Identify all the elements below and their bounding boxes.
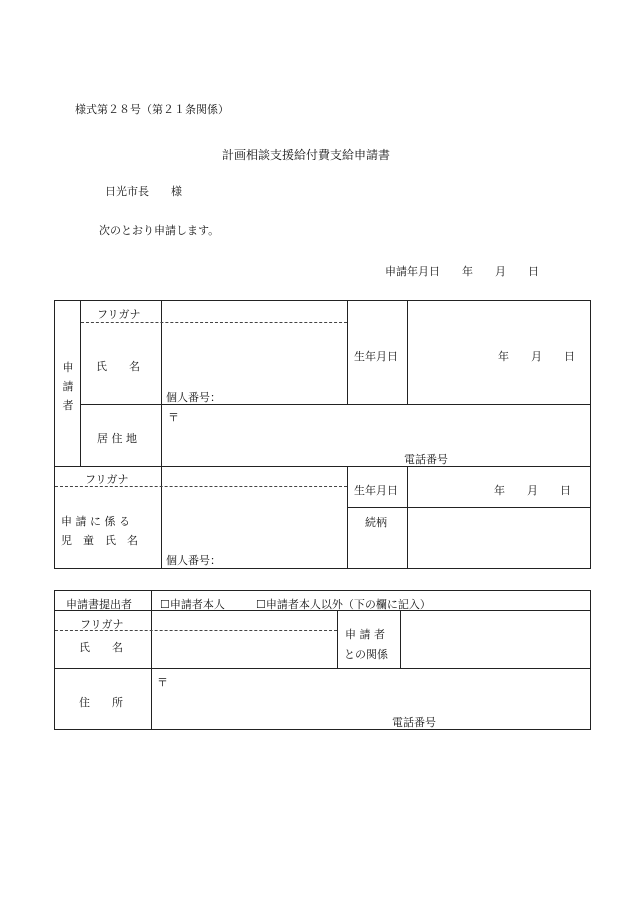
child-relation-label: 続柄	[365, 516, 387, 529]
applicant-postal-mark: 〒	[168, 411, 179, 424]
application-date: 申請年月日 年 月 日	[385, 265, 539, 278]
submitter-relation-line1: 申 請 者	[345, 628, 385, 641]
child-birthdate-label: 生年月日	[354, 484, 398, 497]
applicant-personal-number-label: 個人番号：	[166, 391, 221, 404]
applicant-birthdate-format: 年 月 日	[498, 350, 575, 363]
submitter-option-other[interactable]: ☐申請者本人以外（下の欄に記入）	[256, 598, 431, 611]
child-label-line2: 児 童 氏 名	[61, 534, 138, 547]
applicant-section-label: 申請者	[62, 361, 74, 412]
submitter-label: 申請書提出者	[66, 598, 132, 611]
applicant-address-label: 居 住 地	[97, 432, 137, 445]
child-label-line1: 申 請 に 係 る	[61, 515, 130, 528]
applicant-phone-label: 電話番号	[404, 453, 448, 466]
submitter-relation-line2: との関係	[344, 648, 388, 661]
submitter-phone-label: 電話番号	[392, 716, 436, 729]
applicant-birthdate-label: 生年月日	[354, 350, 398, 363]
addressee: 日光市長 様	[105, 185, 182, 198]
submitter-option-self[interactable]: ☐申請者本人	[160, 598, 225, 611]
submitter-furigana-label: フリガナ	[80, 618, 124, 631]
form-number: 様式第２８号（第２１条関係）	[75, 103, 229, 116]
applicant-furigana-label: フリガナ	[97, 308, 141, 321]
submitter-address-label: 住 所	[79, 696, 123, 709]
intro-text: 次のとおり申請します。	[99, 224, 220, 237]
document-title: 計画相談支援給付費支給申請書	[222, 148, 391, 162]
child-furigana-label: フリガナ	[85, 473, 129, 486]
submitter-postal-mark: 〒	[157, 676, 168, 689]
applicant-name-label: 氏 名	[96, 360, 140, 373]
child-personal-number-label: 個人番号：	[166, 554, 221, 567]
submitter-name-label: 氏 名	[79, 641, 123, 654]
child-birthdate-format: 年 月 日	[494, 484, 571, 497]
